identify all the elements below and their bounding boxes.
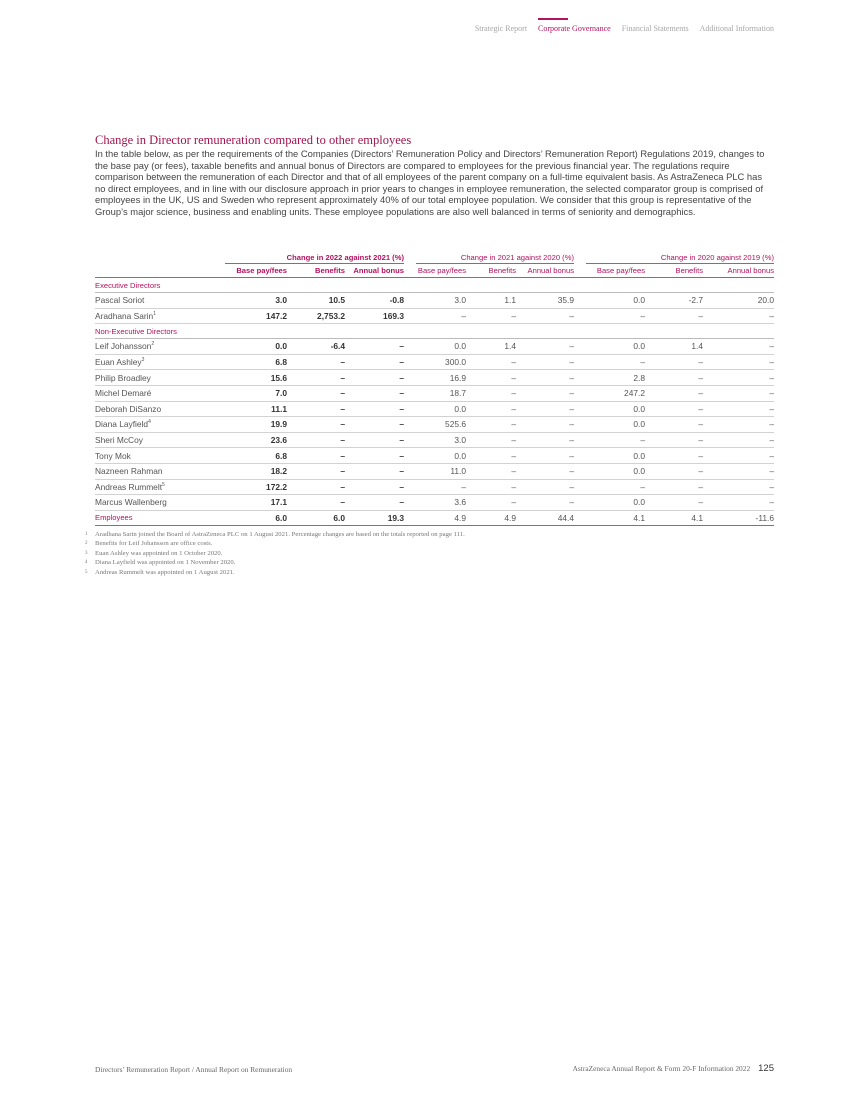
value-cell: – [574, 308, 645, 324]
value-cell: – [645, 463, 703, 479]
footnote-text: Euan Ashley was appointed on 1 October 2020. [95, 549, 223, 557]
row-name-text: Diana Layfield [95, 419, 149, 430]
value-cell: – [345, 479, 404, 495]
director-row [95, 495, 774, 511]
value-cell: – [703, 370, 774, 386]
row-name-text: Philip Broadley [95, 372, 151, 383]
value-cell: – [404, 308, 466, 324]
value-cell: – [404, 479, 466, 495]
value-cell: – [645, 401, 703, 417]
value-cell: – [345, 339, 404, 355]
value-cell: 2,753.2 [287, 308, 345, 324]
footnote [85, 530, 465, 539]
footnotes [85, 530, 465, 577]
footer-report [573, 1063, 774, 1074]
value-cell: 3.0 [225, 293, 287, 309]
row-name [95, 417, 225, 433]
value-cell: 0.0 [404, 339, 466, 355]
row-name [95, 370, 225, 386]
value-cell: 4.9 [466, 510, 516, 525]
value-cell: 6.0 [287, 510, 345, 525]
value-cell: – [345, 385, 404, 401]
value-cell: – [516, 385, 574, 401]
value-cell: 11.0 [404, 463, 466, 479]
value-cell: – [345, 448, 404, 464]
value-cell: – [645, 417, 703, 433]
value-cell: – [287, 385, 345, 401]
value-cell: – [345, 463, 404, 479]
value-cell: – [466, 370, 516, 386]
category-label: Non-Executive Directors [95, 324, 774, 339]
value-cell: 1.1 [466, 293, 516, 309]
footnote-marker: 4 [148, 419, 151, 426]
value-cell: – [645, 370, 703, 386]
value-cell: – [287, 448, 345, 464]
row-name-text: Michel Demaré [95, 388, 152, 399]
value-cell: – [466, 354, 516, 370]
value-cell: – [287, 417, 345, 433]
director-row [95, 339, 774, 355]
value-cell: 0.0 [404, 448, 466, 464]
value-cell: – [703, 479, 774, 495]
value-cell: 16.9 [404, 370, 466, 386]
value-cell: – [466, 417, 516, 433]
value-cell: – [466, 479, 516, 495]
value-cell: – [466, 401, 516, 417]
value-cell: 11.1 [225, 401, 287, 417]
director-row [95, 448, 774, 464]
value-cell: – [516, 479, 574, 495]
value-cell: 10.5 [287, 293, 345, 309]
value-cell: 19.9 [225, 417, 287, 433]
nav-financial-statements[interactable]: Financial Statements [621, 24, 689, 33]
value-cell: 4.9 [404, 510, 466, 525]
row-name [95, 479, 225, 495]
nav-additional-information[interactable]: Additional Information [699, 24, 774, 33]
value-cell: – [287, 354, 345, 370]
value-cell: – [703, 308, 774, 324]
group-header-2020: Change in 2020 against 2019 (%) [574, 253, 774, 264]
value-cell: 1.4 [645, 339, 703, 355]
footnote-number: 4 [85, 560, 88, 566]
director-row [95, 401, 774, 417]
director-row [95, 354, 774, 370]
director-row [95, 385, 774, 401]
footnote [85, 568, 465, 577]
section-title: Change in Director remuneration compared to other employees [95, 133, 412, 147]
value-cell: 247.2 [574, 385, 645, 401]
category-row [95, 324, 774, 339]
value-cell: – [516, 308, 574, 324]
footer-section-label: Directors’ Remuneration Report / Annual Report on Remuneration [95, 1065, 293, 1074]
value-cell: – [466, 463, 516, 479]
value-cell: 0.0 [225, 339, 287, 355]
category-row [95, 278, 774, 293]
value-cell: – [703, 495, 774, 511]
value-cell: 3.6 [404, 495, 466, 511]
footnote-text: Andreas Rummelt was appointed on 1 August 2021. [95, 568, 235, 576]
value-cell: 1.4 [466, 339, 516, 355]
value-cell: 4.1 [645, 510, 703, 525]
value-cell: – [645, 308, 703, 324]
value-cell: 23.6 [225, 432, 287, 448]
value-cell: – [287, 401, 345, 417]
value-cell: – [466, 448, 516, 464]
intro-paragraph: In the table below, as per the requirements of the Companies (Directors’ Remuneration Policy and Directors’ Remuneration Report) Regulations 2019, changes to the base pay (or fees), taxable benefits and annual bonus of Directors are compared to employees for the previous financial year. The regulations require comparison between the remuneration of each Director and that of all employees of the parent company on a full-time equivalent basis. As AstraZeneca PLC has no direct employees, and in line with our disclosure approach in prior years to changes in employee remuneration, the selected comparator group is comprised of employees in the UK, US and Sweden who represent approximately 40% of our total employee population. We consider that this group is representative of the Group’s major science, business and enabling units. These employee populations are also well balanced in terms of seniority and demographics. [95, 148, 765, 217]
remuneration-table [95, 253, 774, 526]
value-cell: 3.0 [404, 293, 466, 309]
value-cell: 19.3 [345, 510, 404, 525]
subheader: Benefits [466, 264, 516, 278]
value-cell: – [287, 370, 345, 386]
value-cell: – [516, 339, 574, 355]
value-cell: 17.1 [225, 495, 287, 511]
value-cell: 3.0 [404, 432, 466, 448]
value-cell: 20.0 [703, 293, 774, 309]
value-cell: 172.2 [225, 479, 287, 495]
top-navigation [475, 18, 774, 33]
value-cell: 6.0 [225, 510, 287, 525]
footnote [85, 558, 465, 567]
footnote-number: 3 [85, 550, 88, 556]
value-cell: -6.4 [287, 339, 345, 355]
footnote-number: 2 [85, 541, 88, 547]
nav-corporate-governance[interactable]: Corporate Governance [538, 18, 611, 33]
value-cell: – [703, 463, 774, 479]
director-row [95, 479, 774, 495]
value-cell: – [345, 417, 404, 433]
subheader-blank [95, 264, 225, 278]
value-cell: 18.7 [404, 385, 466, 401]
row-name-text: Marcus Wallenberg [95, 497, 167, 508]
value-cell: – [703, 385, 774, 401]
footnote-marker: 2 [151, 341, 155, 348]
row-name [95, 308, 225, 324]
row-name-text: Euan Ashley [95, 357, 142, 368]
value-cell: – [345, 370, 404, 386]
row-name [95, 495, 225, 511]
value-cell: – [466, 495, 516, 511]
footnote-marker: 1 [153, 310, 156, 317]
row-name-text: Employees [95, 513, 133, 523]
value-cell: – [574, 432, 645, 448]
director-row [95, 463, 774, 479]
value-cell: 35.9 [516, 293, 574, 309]
value-cell: – [287, 432, 345, 448]
value-cell: 0.0 [574, 401, 645, 417]
value-cell: – [645, 432, 703, 448]
value-cell: 6.8 [225, 354, 287, 370]
value-cell: – [703, 354, 774, 370]
footnote [85, 539, 465, 548]
value-cell: – [287, 495, 345, 511]
footnote [85, 549, 465, 558]
footnote-marker: 3 [141, 357, 145, 364]
value-cell: 44.4 [516, 510, 574, 525]
value-cell: – [516, 417, 574, 433]
value-cell: – [287, 479, 345, 495]
subheader: Base pay/fees [225, 264, 287, 278]
footnote-text: Diana Layfield was appointed on 1 November 2020. [95, 559, 236, 567]
value-cell: 4.1 [574, 510, 645, 525]
value-cell: 147.2 [225, 308, 287, 324]
value-cell: – [645, 495, 703, 511]
value-cell: 169.3 [345, 308, 404, 324]
value-cell: 2.8 [574, 370, 645, 386]
footnote-text: Aradhana Sarin joined the Board of AstraZeneca PLC on 1 August 2021. Percentage changes are based on the totals reported on page 111. [95, 531, 465, 538]
director-row [95, 370, 774, 386]
value-cell: -0.8 [345, 293, 404, 309]
director-row [95, 432, 774, 448]
footnote-marker: 5 [162, 481, 165, 488]
footnote-text: Benefits for Leif Johansson are office costs. [95, 540, 213, 548]
category-label: Executive Directors [95, 278, 774, 293]
value-cell: – [345, 354, 404, 370]
value-cell: – [703, 339, 774, 355]
value-cell: – [345, 401, 404, 417]
row-name-text: Sheri McCoy [95, 435, 143, 446]
subheader: Benefits [287, 264, 345, 278]
value-cell: – [345, 495, 404, 511]
row-name-text: Pascal Soriot [95, 295, 145, 306]
subheader: Base pay/fees [404, 264, 466, 278]
value-cell: – [574, 479, 645, 495]
value-cell: – [645, 385, 703, 401]
subheader: Annual bonus [516, 264, 574, 278]
value-cell: 18.2 [225, 463, 287, 479]
row-name-text: Nazneen Rahman [95, 466, 163, 477]
value-cell: -11.6 [703, 510, 774, 525]
value-cell: – [703, 432, 774, 448]
value-cell: 0.0 [574, 495, 645, 511]
subheader: Base pay/fees [574, 264, 645, 278]
value-cell: – [703, 417, 774, 433]
value-cell: 0.0 [574, 448, 645, 464]
footer-report-title: AstraZeneca Annual Report & Form 20-F Information 2022 [572, 1064, 751, 1073]
value-cell: – [466, 385, 516, 401]
nav-strategic-report[interactable]: Strategic Report [474, 24, 528, 33]
row-name [95, 354, 225, 370]
value-cell: 15.6 [225, 370, 287, 386]
value-cell: – [645, 448, 703, 464]
row-name [95, 510, 225, 525]
row-name [95, 448, 225, 464]
subheader: Benefits [645, 264, 703, 278]
row-name [95, 432, 225, 448]
row-name-text: Leif Johansson [95, 341, 152, 352]
footnote-number: 1 [85, 532, 88, 537]
value-cell: – [287, 463, 345, 479]
value-cell: – [516, 354, 574, 370]
value-cell: – [516, 463, 574, 479]
row-name [95, 401, 225, 417]
subheader: Annual bonus [345, 264, 404, 278]
value-cell: – [645, 479, 703, 495]
page-number: 125 [758, 1063, 774, 1074]
subheader: Annual bonus [703, 264, 774, 278]
value-cell: – [703, 401, 774, 417]
value-cell: – [466, 432, 516, 448]
employees-row [95, 510, 774, 525]
value-cell: -2.7 [645, 293, 703, 309]
value-cell: – [645, 354, 703, 370]
group-header-2022: Change in 2022 against 2021 (%) [225, 253, 404, 264]
value-cell: – [703, 448, 774, 464]
director-row [95, 308, 774, 324]
value-cell: 0.0 [574, 293, 645, 309]
row-name [95, 293, 225, 309]
row-name-text: Deborah DiSanzo [95, 403, 162, 414]
row-name [95, 339, 225, 355]
value-cell: – [516, 401, 574, 417]
value-cell: – [345, 432, 404, 448]
footnote-number: 5 [85, 569, 88, 575]
value-cell: 0.0 [574, 339, 645, 355]
row-name-text: Andreas Rummelt [95, 481, 163, 492]
row-name-text: Aradhana Sarin [95, 310, 154, 321]
value-cell: – [466, 308, 516, 324]
director-row [95, 293, 774, 309]
group-header-2021: Change in 2021 against 2020 (%) [404, 253, 574, 264]
row-name-text: Tony Mok [95, 450, 131, 461]
value-cell: – [516, 432, 574, 448]
row-name [95, 463, 225, 479]
value-cell: 7.0 [225, 385, 287, 401]
value-cell: 525.6 [404, 417, 466, 433]
row-name [95, 385, 225, 401]
director-row [95, 417, 774, 433]
group-header-blank [95, 253, 225, 264]
value-cell: 0.0 [574, 417, 645, 433]
value-cell: 0.0 [404, 401, 466, 417]
value-cell: 6.8 [225, 448, 287, 464]
value-cell: – [516, 448, 574, 464]
value-cell: 300.0 [404, 354, 466, 370]
value-cell: – [516, 370, 574, 386]
value-cell: – [574, 354, 645, 370]
value-cell: – [516, 495, 574, 511]
value-cell: 0.0 [574, 463, 645, 479]
